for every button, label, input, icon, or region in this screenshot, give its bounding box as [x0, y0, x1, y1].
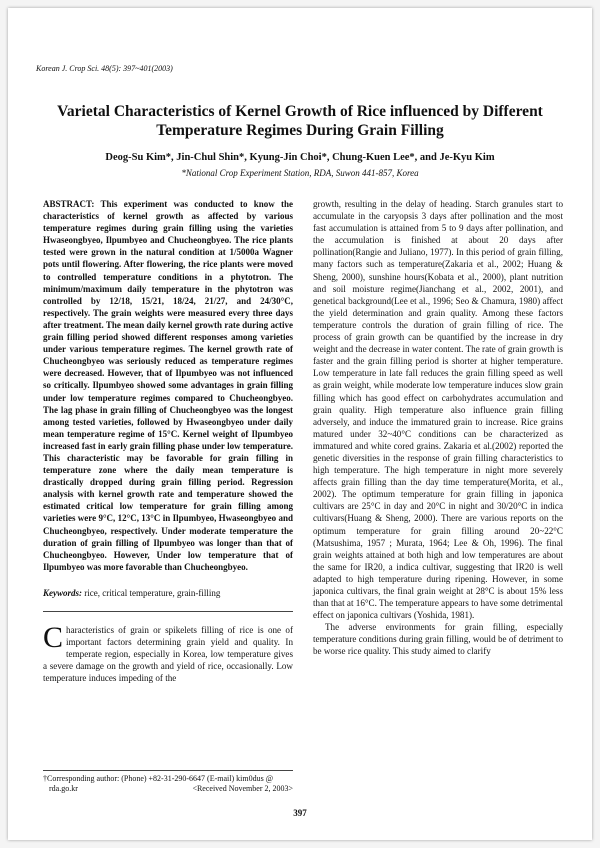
abstract-text: This experiment was conducted to know the characteristics of kernel growth as affected by various temperature regimes during grain filling using the varieties Hwaseongbyeo, Ilpumbyeo and Chucheongbyeo. The rice plants tested were grown in the natural condition at 1/5000a Wagner pots until flowering. After flowering, the rice plants were moved to controlled temperature conditions in a phytotron. The minimum/maximum daily temperature in the phytotron was controlled by 12/18, 15/21, 18/24, 21/27, and 24/30°C, respectively. The grain weights were measured every three days after treatment. The mean daily kernel growth rate during active grain filling period showed different responses among varieties under various temperature regimes. The kernel growth rate of Chucheongbyeo was seriously reduced as temperature regimes were decreased. However, that of Ilpumbyeo was not influenced so critically. Ilpumbyeo showed some advantages in grain filling under low temperature regimes compared to Chucheongbyeo. The lag phase in grain filling of Chucheongbyeo was the longest among tested varieties, followed by Hwaseongbyeo under daily mean temperature regime of 15°C. Kernel weight of Ilpumbyeo increased fast in early grain filling phase under low temperature. This characteristic may be favorable for grain filling in temperature zone where the daily mean temperature is drastically dropped during grain filling period. Regression analysis with kernel growth rate and temperature showed the estimated critical low temperature for grain filling among varieties were 9°C, 12°C, 13°C in Ilpumbyeo, Hwaseongbyeo and Chucheongbyeo, respectively. Under moderate temperature the duration of grain filling of Ilpumbyeo was longer than that of Chucheongbyeo. However, Under low temperature that of Ilpumbyeo was more favorable than Chucheongbyeo. [43, 199, 293, 572]
page-number: 397 [293, 808, 307, 818]
corresponding-author: †Corresponding author: (Phone) +82-31-290-6647 (E-mail) kim0dus @ [43, 774, 274, 783]
footnote [43, 770, 293, 794]
abstract-label: ABSTRACT: [43, 199, 95, 209]
right-column [313, 198, 563, 658]
body-paragraph: growth, resulting in the delay of heading. Starch granules start to accumulate in the caryopsis 3 days after pollination and the most fast accumulation is attained from 5 to 9 days after pollination, and the accumulation is finished at about 20 days after pollination(Rangie and Juliano, 1977). In this period of grain filling, many factors such as temperature(Zakaria et al., 2002; Huang & Sheng, 2000), sunshine hours(Kobata et al., 2000), plant nutrition and soil moisture regime(Jianchang et al., 2002, 2001), and genetical background(Lee et al., 1996; Seo & Chamura, 1980) affect the yield determination and grain quality. Among these factors temperature controls the duration of grain filling of rice. The process of grain growth can be quantified by the increase in dry weight and the decrease in water content. The rate of grain growth is faster and the grain filling period is shorter at higher temperature. Low temperature in late fall reduces the grain filling speed as well as grain weight, while moderate low temperature induces slow grain filling which has good effect on carbohydrates accumulation and grain quality. High temperature also influence grain filling adversely, and induce the immatured grain to increase. Rice grains matured under 32~40°C conditions can be characterized as immatured and white cored grains. Zakaria et al.(2002) reported the genetic diversities in the response of grain filling characteristics to high temperature. The high temperature in night more severely affects grain filling than the day time temperature(Morita, et al., 2002). The optimum temperature for grain filling in japonica cultivars are 25°C in day and 20°C in night and 30/20°C in indica cultivars(Huang & Sheng, 2000). There are various reports on the optimum temperature for grain filling around 20~22°C (Matsushima, 1957 ; Murata, 1964; Lee & Oh, 1996). The final grain weights attained at both high and low temperatures are about the same for IR20, a indica cultivar, suggesting that IR20 is well adapted to high temperature during ripening. However, in some japonica cultivars, the final grain weight at 28°C is about 15% less than that at 16°C. The temperature appears to have some detrimental effect on japonica cultivars (Yoshida, 1981). [313, 199, 563, 621]
left-column [43, 198, 293, 684]
section-divider [43, 611, 293, 612]
drop-cap: C [43, 621, 64, 654]
keywords-text: rice, critical temperature, grain-filling [82, 587, 221, 598]
body-paragraph: The adverse environments for grain filling, especially temperature conditions during grain filling, would be of detriment to be worse rice quality. This study aimed to clarify [313, 622, 563, 657]
introduction-paragraph [43, 621, 293, 684]
paper-title: Varietal Characteristics of Kernel Growth of Rice influenced by Different Temperature Regimes During Grain Filling [57, 103, 543, 139]
received-date: <Received November 2, 2003> [192, 784, 293, 793]
journal-reference: Korean J. Crop Sci. 48(5): 397~401(2003) [36, 64, 173, 73]
keywords [43, 587, 293, 599]
abstract [43, 198, 293, 573]
affiliation: *National Crop Experiment Station, RDA, Suwon 441-857, Korea [181, 168, 419, 178]
email-tail: rda.go.kr [49, 784, 78, 793]
keywords-label: Keywords: [43, 587, 82, 598]
footnote-row [43, 784, 293, 794]
introduction-text: haracteristics of grain or spikelets filling of rice is one of important factors determining grain yield and quality. In temperate region, especially in Korea, low temperature gives a severe damage on the growth and yield of rice, occasionally. Low temperature induces impeding of the [43, 625, 293, 684]
author-list: Deog-Su Kim*, Jin-Chul Shin*, Kyung-Jin Choi*, Chung-Kuen Lee*, and Je-Kyu Kim [105, 152, 495, 163]
